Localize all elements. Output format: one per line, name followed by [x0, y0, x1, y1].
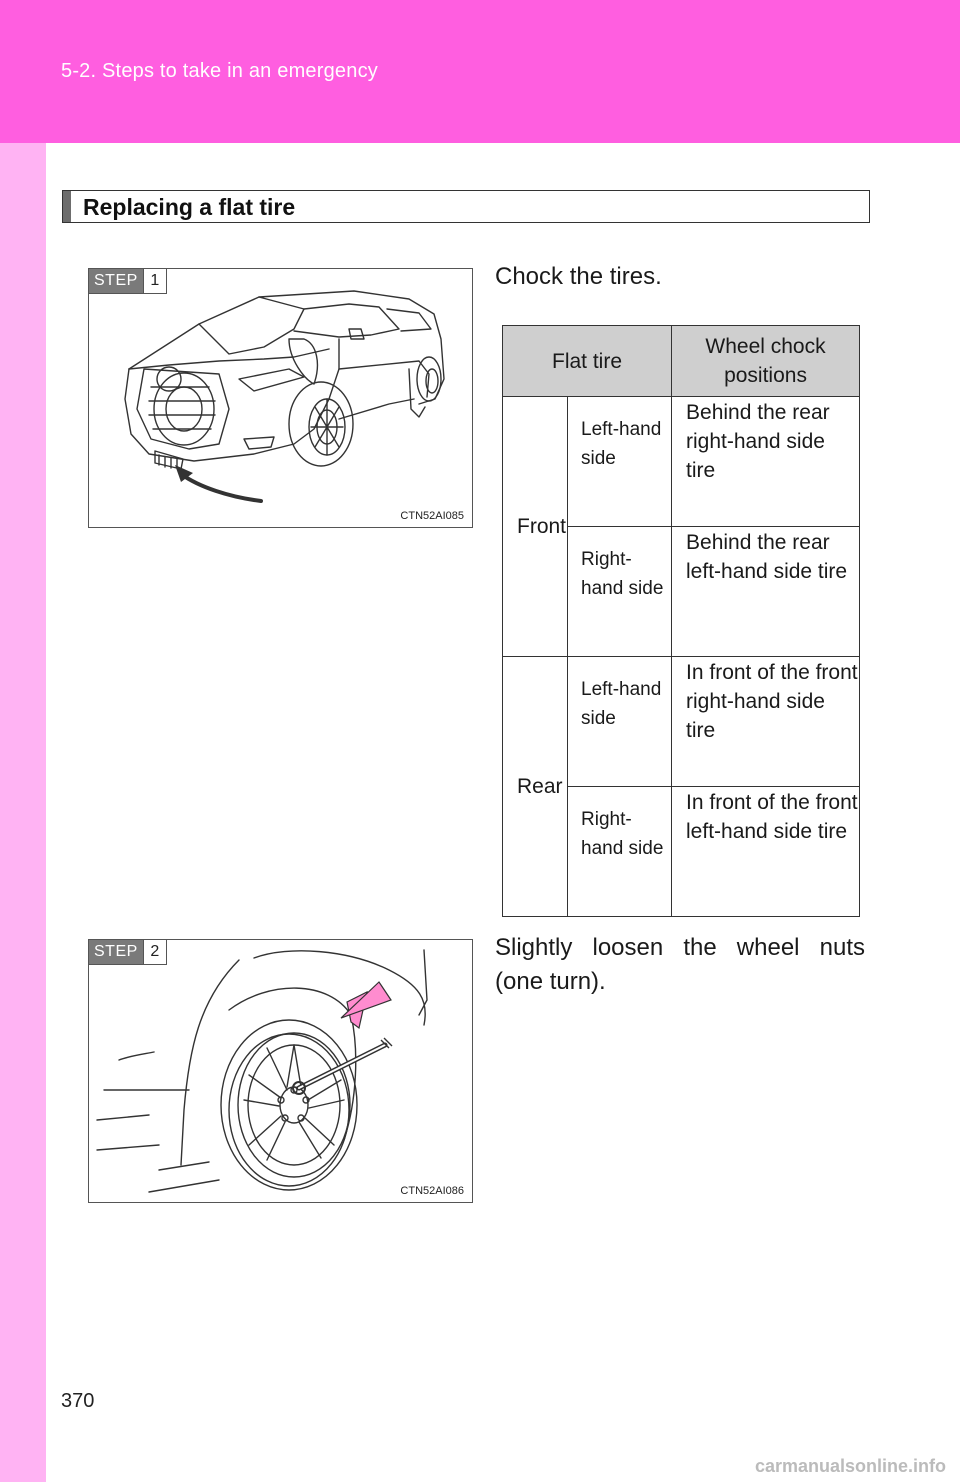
watermark: carmanualsonline.info: [754, 1456, 946, 1476]
section-heading-box: [62, 190, 870, 223]
chock-cell: In front of the front right-hand side tire: [672, 657, 860, 787]
side-cell: Left-hand side: [568, 397, 672, 527]
table-row: [503, 397, 860, 527]
step2-text: Slightly loosen the wheel nuts (one turn).: [495, 934, 865, 995]
step1-tag: [89, 269, 167, 294]
chapter-section-title: 5-2. Steps to take in an emergency: [61, 60, 378, 82]
header-flat-tire: Flat tire: [503, 326, 672, 397]
chock-cell: Behind the rear right-hand side tire: [672, 397, 860, 527]
step-number: 1: [143, 269, 166, 293]
page-number: 370: [61, 1390, 95, 1412]
step2-illustration: [88, 939, 473, 1203]
chock-cell: Behind the rear left-hand side tire: [672, 527, 860, 657]
car-chock-illustration: [89, 269, 473, 528]
chock-cell: In front of the front left-hand side tire: [672, 787, 860, 917]
heading-bar: [63, 191, 71, 222]
step-label: STEP: [89, 269, 143, 293]
figure-code: CTN52AI086: [400, 1185, 464, 1197]
side-cell: Right-hand side: [568, 527, 672, 657]
step1-illustration: [88, 268, 473, 528]
side-cell: Left-hand side: [568, 657, 672, 787]
position-cell: Rear: [503, 657, 568, 917]
side-band: [0, 143, 46, 1482]
wheel-nut-illustration: [89, 940, 473, 1203]
position-cell: Front: [503, 397, 568, 657]
wheel-chock-table: [502, 325, 860, 917]
step2-tag: [89, 940, 167, 965]
step-number: 2: [143, 940, 166, 964]
table-row: [503, 657, 860, 787]
step-label: STEP: [89, 940, 143, 964]
header-chock-positions: Wheel chock positions: [672, 326, 860, 397]
side-cell: Right-hand side: [568, 787, 672, 917]
page-header: [0, 0, 960, 143]
section-heading: Replacing a flat tire: [83, 194, 296, 220]
step1-text: Chock the tires.: [495, 263, 662, 290]
table-header-row: [503, 326, 860, 397]
figure-code: CTN52AI085: [400, 510, 464, 522]
